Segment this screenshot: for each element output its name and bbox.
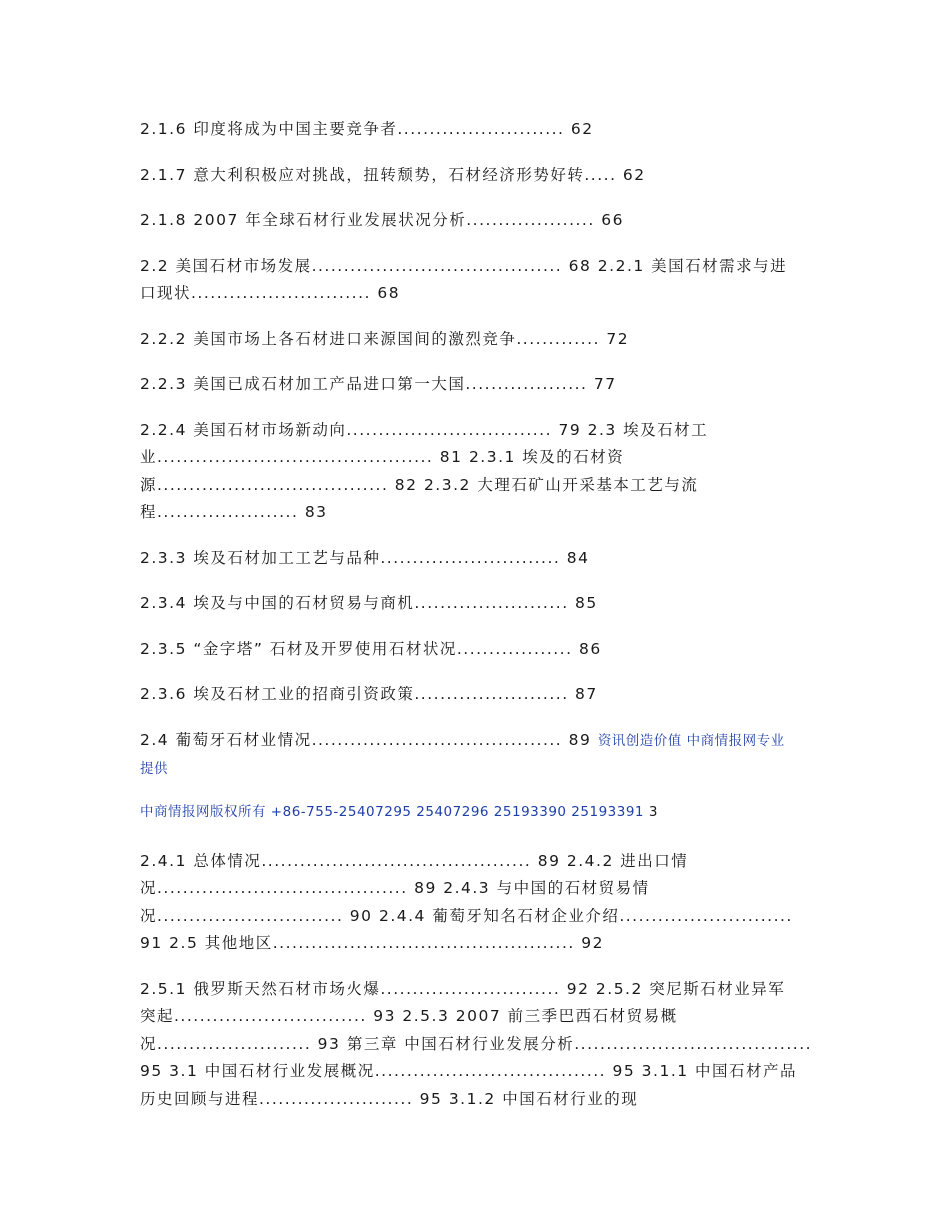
toc-entry-2-3-5: 2.3.5 “金字塔” 石材及开罗使用石材状况.................. 86: [140, 639, 602, 658]
page-slogan: 资讯创造价值 中商情报网专业 提供: [140, 732, 785, 777]
toc-entry-2-1-7: 2.1.7 意大利积极应对挑战，扭转颓势，石材经济形势好转..... 62: [140, 165, 646, 184]
toc-entry-2-2: 2.2 美国石材市场发展....................................... 68 2.2.1 美国石材需求与进 口现状............................ 68: [140, 256, 788, 302]
toc-entry-2-3-6: 2.3.6 埃及石材工业的招商引资政策........................ 87: [140, 685, 598, 703]
toc-entry-2-3-4: 2.3.4 埃及与中国的石材贸易与商机........................ 85: [140, 594, 598, 612]
page-footer: [140, 802, 820, 822]
toc-entry-2-4-1: 2.4.1 总体情况.......................................... 89 2.4.2 进出口情 况....................................... 89 2.4.3 与中国的石材贸易情 况............................. 90 2.4.4 葡萄牙知名石材企业介绍........................... 91 2.5 其他地区............................................... 92: [140, 851, 793, 952]
toc-entry-2-3-3: 2.3.3 埃及石材加工工艺与品种............................ 84: [140, 548, 590, 567]
footer-copyright: 中商情报网版权所有 +86-755-25407295 25407296 25193390 25193391: [140, 803, 649, 820]
toc-entry-2-1-6: 2.1.6 印度将成为中国主要竞争者.......................... 62: [140, 120, 594, 138]
toc-entry-2-2-3: 2.2.3 美国已成石材加工产品进口第一大国................... 77: [140, 375, 617, 393]
toc-entry-2-4: [140, 727, 820, 784]
toc-entry-2-4-text: 2.4 葡萄牙石材业情况....................................... 89: [140, 730, 598, 749]
toc-entry-2-2-2: 2.2.2 美国市场上各石材进口来源国间的激烈竞争............. 72: [140, 329, 630, 348]
document-page: [140, 116, 820, 1131]
page-number: 3: [648, 803, 658, 820]
toc-entry-2-2-4: 2.2.4 美国石材市场新动向................................ 79 2.3 埃及石材工 业........................................... 81 2.3.1 埃及的石材资 源.................................... 82 2.3.2 大理石矿山开采基本工艺与流 程...................... 83: [140, 420, 709, 521]
toc-entry-2-5-1: 2.5.1 俄罗斯天然石材市场火爆............................ 92 2.5.2 突尼斯石材业异军 突起.............................. 93 2.5.3 2007 前三季巴西石材贸易概 况........................ 93 第三章 中国石材行业发展分析..................................... 95 3.1 中国石材行业发展概况.................................... 95 3.1.1 中国石材产品 历史回顾与进程........................ 95 3.1.2 中国石材行业的现: [140, 979, 813, 1108]
toc-entry-2-1-8: 2.1.8 2007 年全球石材行业发展状况分析.................... 66: [140, 211, 624, 229]
